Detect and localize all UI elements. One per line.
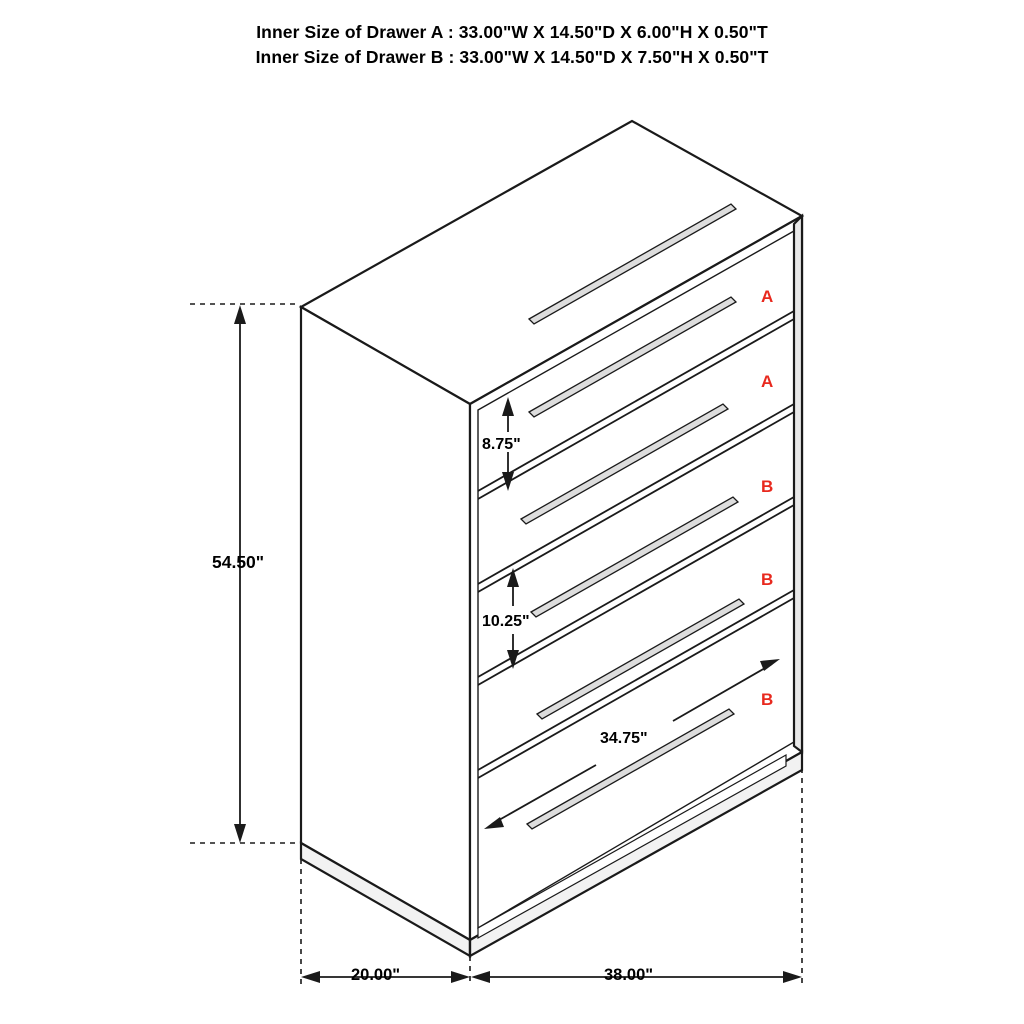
- cabinet-left-side: [301, 307, 470, 940]
- dim-label-drawer-b-opening: 10.25": [482, 613, 530, 630]
- drawer-label-5: B: [761, 690, 774, 709]
- height-arrow-bottom: [234, 824, 246, 843]
- dim-label-overall-height: 54.50": [212, 552, 265, 572]
- drawer-label-4: B: [761, 570, 774, 589]
- dim-label-depth: 20.00": [351, 966, 401, 984]
- dim-label-drawer-a-opening: 8.75": [482, 436, 521, 453]
- drawer-label-2: A: [761, 372, 774, 391]
- dim-width-arrow-right: [783, 971, 802, 983]
- header-line-drawer-b: Inner Size of Drawer B : 33.00"W X 14.50"D X 7.50"H X 0.50"T: [255, 47, 769, 67]
- drawer-label-3: B: [761, 477, 774, 496]
- cabinet-right-edge: [794, 216, 802, 752]
- dim-label-width: 38.00": [604, 966, 654, 984]
- height-arrow-top: [234, 305, 246, 324]
- dim-depth-arrow-right: [451, 971, 470, 983]
- dim-depth-arrow-left: [301, 971, 320, 983]
- drawer-label-1: A: [761, 287, 774, 306]
- dim-label-drawer-width: 34.75": [600, 730, 648, 747]
- dim-width-arrow-left: [471, 971, 490, 983]
- header-line-drawer-a: Inner Size of Drawer A : 33.00"W X 14.50"D X 6.00"H X 0.50"T: [256, 22, 768, 42]
